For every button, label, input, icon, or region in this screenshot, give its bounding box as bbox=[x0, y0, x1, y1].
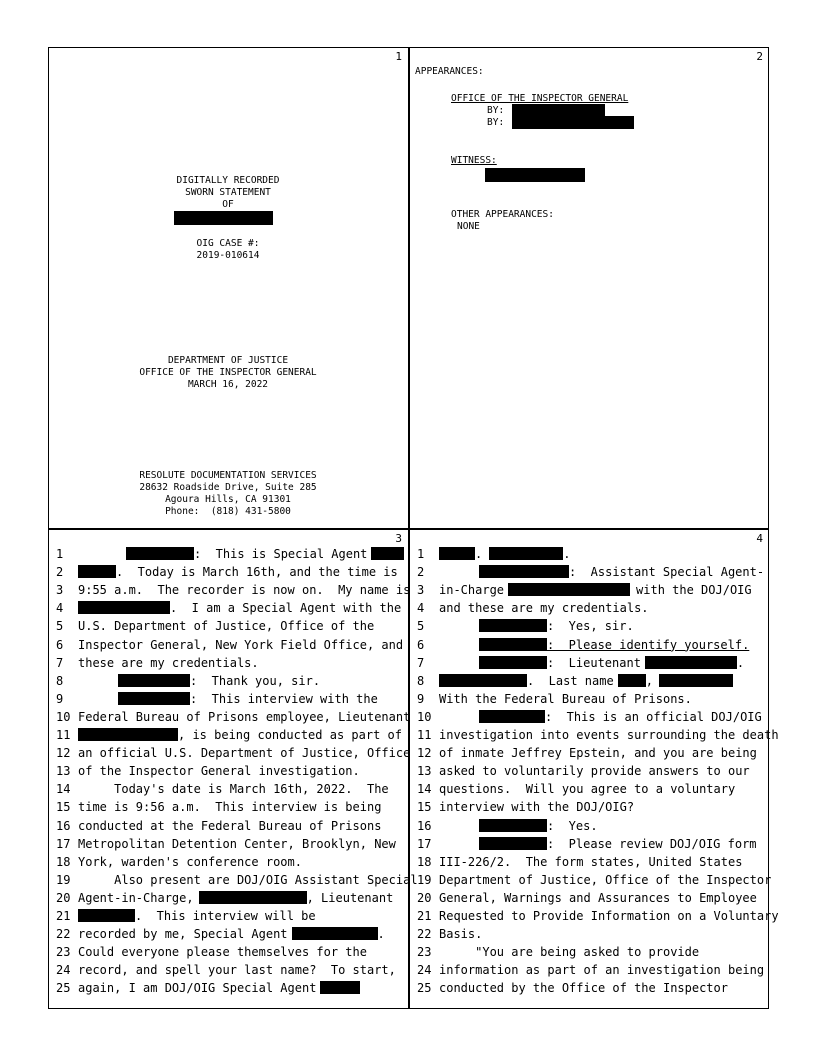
line-text: U.S. Department of Justice, Office of the bbox=[78, 619, 375, 634]
line-text: Today's date is March 16th, 2022. The bbox=[78, 782, 389, 797]
redaction-box bbox=[659, 674, 733, 687]
line-number: 21 bbox=[417, 909, 432, 923]
transcript-line bbox=[417, 981, 728, 996]
transcript-line bbox=[56, 710, 410, 725]
transcript-line bbox=[56, 764, 360, 779]
redaction-box bbox=[512, 116, 634, 129]
transcript-line bbox=[56, 565, 398, 580]
redaction-box bbox=[508, 583, 630, 596]
line-text: asked to voluntarily provide answers to our bbox=[439, 764, 750, 779]
redaction-box bbox=[78, 909, 135, 922]
line-text: 9:55 a.m. The recorder is now on. My name is bbox=[78, 583, 411, 598]
transcript-line bbox=[56, 619, 374, 634]
title-line: OF bbox=[222, 199, 234, 210]
line-text: : Yes. bbox=[547, 818, 598, 833]
line-text: conducted by the Office of the Inspector bbox=[439, 981, 728, 996]
page-number: 4 bbox=[756, 532, 763, 545]
line-text: "You are being asked to provide bbox=[439, 945, 700, 960]
redaction-box bbox=[78, 601, 170, 614]
redaction-box bbox=[479, 837, 547, 850]
redaction-box bbox=[78, 728, 178, 741]
line-text: these are my credentials. bbox=[78, 655, 259, 670]
line-text: , bbox=[645, 673, 653, 688]
line-text: again, I am DOJ/OIG Special Agent bbox=[78, 981, 317, 996]
transcript-line bbox=[417, 909, 779, 924]
transcript-line bbox=[417, 927, 482, 942]
transcript-line bbox=[417, 855, 742, 870]
transcript-line bbox=[417, 710, 762, 725]
by-label: BY: bbox=[487, 105, 505, 116]
line-text: . bbox=[736, 655, 745, 670]
transcript-line bbox=[417, 601, 649, 616]
line-text: Department of Justice, Office of the Inspector bbox=[439, 872, 772, 887]
line-number: 14 bbox=[417, 782, 432, 797]
line-text: . bbox=[475, 547, 483, 561]
line-text: of the Inspector General investigation. bbox=[78, 764, 360, 779]
transcript-line bbox=[56, 656, 259, 671]
line-text: in-Charge bbox=[439, 583, 505, 598]
line-text: Could everyone please themselves for the bbox=[78, 945, 367, 960]
reporter-line: RESOLUTE DOCUMENTATION SERVICES bbox=[139, 470, 317, 481]
reporter-line: Phone: (818) 431-5800 bbox=[165, 506, 291, 517]
title-line: SWORN STATEMENT bbox=[185, 187, 271, 198]
transcript-line bbox=[417, 619, 634, 634]
line-text: : Please identify yourself. bbox=[547, 637, 750, 652]
line-number: 22 bbox=[56, 927, 71, 942]
transcript-line bbox=[417, 565, 764, 580]
line-text: General, Warnings and Assurances to Employee bbox=[439, 890, 757, 905]
line-text: Inspector General, New York Field Office, and bbox=[78, 637, 404, 652]
line-number: 12 bbox=[417, 746, 432, 761]
line-number: 1 bbox=[56, 547, 64, 561]
transcript-line bbox=[56, 782, 389, 797]
redaction-box bbox=[479, 638, 547, 651]
line-number: 16 bbox=[56, 818, 71, 833]
redaction-box bbox=[618, 674, 646, 687]
redaction-box bbox=[78, 565, 116, 578]
transcript-line bbox=[417, 800, 634, 815]
line-text: : This interview with the bbox=[190, 691, 378, 706]
line-text: investigation into events surrounding the death bbox=[439, 728, 779, 742]
line-text: . Last name bbox=[527, 673, 614, 688]
transcript-line bbox=[417, 728, 779, 743]
transcript-line bbox=[56, 547, 404, 562]
line-text: : Thank you, sir. bbox=[190, 673, 321, 688]
transcript-line bbox=[417, 656, 744, 671]
transcript-line bbox=[56, 692, 378, 707]
transcript-line bbox=[56, 981, 360, 996]
line-text: questions. Will you agree to a voluntary bbox=[439, 782, 736, 797]
line-number: 14 bbox=[56, 782, 71, 797]
line-number: 5 bbox=[417, 619, 425, 634]
line-number: 21 bbox=[56, 909, 71, 923]
line-text: With the Federal Bureau of Prisons. bbox=[439, 691, 692, 706]
line-number: 4 bbox=[56, 601, 64, 616]
transcript-line bbox=[56, 728, 402, 743]
line-number: 6 bbox=[56, 637, 64, 652]
page-3 bbox=[48, 529, 418, 1009]
line-text: , Lieutenant bbox=[306, 890, 394, 905]
line-number: 22 bbox=[417, 927, 432, 942]
line-text: interview with the DOJ/OIG? bbox=[439, 800, 635, 815]
transcript-line bbox=[56, 873, 418, 888]
line-number: 5 bbox=[56, 619, 64, 634]
line-number: 1 bbox=[417, 547, 425, 561]
transcript-line bbox=[417, 837, 757, 852]
line-text: . Today is March 16th, and the time is bbox=[116, 565, 398, 580]
redaction-box bbox=[439, 674, 527, 687]
redaction-box bbox=[479, 819, 547, 832]
line-number: 2 bbox=[56, 565, 64, 580]
line-number: 17 bbox=[56, 836, 71, 851]
other-appearances-value: NONE bbox=[457, 221, 480, 232]
page-number: 1 bbox=[395, 50, 402, 63]
agency-line: DEPARTMENT OF JUSTICE bbox=[167, 355, 289, 366]
transcript-line bbox=[56, 945, 367, 960]
redaction-box bbox=[118, 692, 190, 705]
line-text: : This is Special Agent bbox=[194, 547, 368, 561]
page-1 bbox=[48, 47, 408, 528]
line-text: : Yes, sir. bbox=[547, 619, 634, 634]
transcript-line bbox=[56, 927, 385, 942]
witness-heading: WITNESS: bbox=[451, 155, 497, 166]
line-number: 23 bbox=[417, 945, 432, 960]
line-text: of inmate Jeffrey Epstein, and you are being bbox=[439, 746, 757, 761]
line-text: . This interview will be bbox=[135, 909, 316, 923]
transcript-line bbox=[417, 782, 735, 797]
reporter-line: Agoura Hills, CA 91301 bbox=[165, 494, 291, 505]
transcript-line bbox=[56, 909, 316, 924]
line-text: an official U.S. Department of Justice, Office bbox=[78, 746, 411, 761]
line-text: , is being conducted as part of bbox=[178, 728, 402, 742]
line-text: conducted at the Federal Bureau of Prisons bbox=[78, 818, 382, 833]
line-text: Basis. bbox=[439, 927, 483, 942]
redaction-box bbox=[479, 656, 547, 669]
redaction-box bbox=[118, 674, 190, 687]
line-number: 11 bbox=[56, 728, 71, 742]
line-text: : Assistant Special Agent- bbox=[569, 565, 765, 580]
line-number: 9 bbox=[56, 691, 64, 706]
line-number: 2 bbox=[417, 565, 425, 580]
line-number: 24 bbox=[56, 963, 71, 978]
line-number: 24 bbox=[417, 963, 432, 978]
line-number: 12 bbox=[56, 746, 71, 761]
line-text: information as part of an investigation being bbox=[439, 963, 765, 978]
line-number: 18 bbox=[417, 854, 432, 869]
line-number: 23 bbox=[56, 945, 71, 960]
redaction-box bbox=[485, 168, 585, 182]
line-number: 7 bbox=[56, 655, 64, 670]
line-number: 3 bbox=[56, 583, 64, 598]
line-text: : Lieutenant bbox=[547, 655, 641, 670]
transcript-line bbox=[56, 837, 396, 852]
transcript-line bbox=[417, 764, 750, 779]
transcript-line bbox=[56, 855, 302, 870]
transcript-line bbox=[56, 601, 401, 616]
transcript-line bbox=[417, 674, 733, 689]
redaction-box bbox=[292, 927, 378, 940]
line-number: 15 bbox=[56, 800, 71, 815]
page-4 bbox=[409, 529, 779, 1009]
transcript-line bbox=[56, 819, 381, 834]
page-2 bbox=[409, 47, 769, 528]
line-number: 6 bbox=[417, 637, 425, 652]
line-number: 19 bbox=[417, 872, 432, 887]
line-number: 7 bbox=[417, 655, 425, 670]
line-text: Federal Bureau of Prisons employee, Lieutenant bbox=[78, 709, 411, 724]
transcript-line bbox=[417, 873, 771, 888]
line-text: Requested to Provide Information on a Voluntary bbox=[439, 909, 779, 923]
redaction-box bbox=[479, 565, 569, 578]
by-label: BY: bbox=[487, 117, 505, 128]
line-text: Metropolitan Detention Center, Brooklyn, New bbox=[78, 836, 396, 851]
office-heading: OFFICE OF THE INSPECTOR GENERAL bbox=[451, 93, 629, 104]
line-text: . bbox=[377, 927, 385, 942]
line-number: 13 bbox=[56, 764, 71, 779]
redaction-box bbox=[439, 547, 475, 560]
line-text: York, warden's conference room. bbox=[78, 854, 302, 869]
line-text: . bbox=[563, 547, 571, 561]
appearances-heading: APPEARANCES: bbox=[415, 66, 484, 77]
redaction-box bbox=[199, 891, 307, 904]
agency-line: OFFICE OF THE INSPECTOR GENERAL bbox=[139, 367, 317, 378]
line-text: Also present are DOJ/OIG Assistant Special bbox=[78, 872, 418, 887]
transcript-line bbox=[56, 674, 320, 689]
line-text: with the DOJ/OIG bbox=[636, 583, 752, 598]
line-number: 10 bbox=[417, 709, 432, 724]
transcript-line bbox=[417, 638, 749, 653]
redaction-box bbox=[479, 619, 547, 632]
line-number: 20 bbox=[417, 890, 432, 905]
line-text: record, and spell your last name? To start, bbox=[78, 963, 396, 978]
line-text: and these are my credentials. bbox=[439, 601, 649, 616]
line-number: 19 bbox=[56, 872, 71, 887]
line-text: Agent-in-Charge, bbox=[78, 890, 194, 905]
other-appearances-heading: OTHER APPEARANCES: bbox=[451, 209, 554, 220]
transcript-line bbox=[417, 963, 764, 978]
transcript-line bbox=[417, 746, 757, 761]
line-number: 17 bbox=[417, 836, 432, 851]
redaction-box bbox=[174, 211, 273, 225]
line-text: : Please review DOJ/OIG form bbox=[547, 836, 757, 851]
transcript-line bbox=[56, 583, 410, 598]
redaction-box bbox=[126, 547, 194, 560]
line-number: 3 bbox=[417, 583, 425, 598]
line-number: 10 bbox=[56, 709, 71, 724]
redaction-box bbox=[320, 981, 360, 994]
transcript-line bbox=[417, 819, 598, 834]
line-number: 11 bbox=[417, 728, 432, 742]
line-number: 25 bbox=[417, 981, 432, 996]
page-number: 3 bbox=[395, 532, 402, 545]
line-text: : This is an official DOJ/OIG bbox=[545, 709, 762, 724]
agency-line: MARCH 16, 2022 bbox=[187, 379, 269, 390]
transcript-line bbox=[417, 945, 699, 960]
line-number: 8 bbox=[417, 673, 425, 688]
case-label: OIG CASE #: bbox=[196, 238, 260, 249]
line-number: 25 bbox=[56, 981, 71, 996]
line-text: III-226/2. The form states, United States bbox=[439, 854, 743, 869]
line-text: recorded by me, Special Agent bbox=[78, 927, 288, 942]
line-number: 13 bbox=[417, 764, 432, 779]
redaction-box bbox=[645, 656, 737, 669]
line-number: 16 bbox=[417, 818, 432, 833]
title-line: DIGITALLY RECORDED bbox=[176, 175, 280, 186]
transcript-line bbox=[56, 963, 396, 978]
line-number: 18 bbox=[56, 854, 71, 869]
line-number: 9 bbox=[417, 691, 425, 706]
reporter-line: 28632 Roadside Drive, Suite 285 bbox=[139, 482, 317, 493]
transcript-line bbox=[417, 891, 757, 906]
line-text: time is 9:56 a.m. This interview is being bbox=[78, 800, 382, 815]
transcript-line bbox=[56, 638, 403, 653]
transcript-line bbox=[56, 891, 393, 906]
transcript-line bbox=[56, 800, 381, 815]
line-text: . I am a Special Agent with the bbox=[170, 601, 402, 616]
redaction-box bbox=[489, 547, 563, 560]
line-number: 15 bbox=[417, 800, 432, 815]
transcript-line bbox=[417, 583, 752, 598]
line-number: 4 bbox=[417, 601, 425, 616]
page-number: 2 bbox=[756, 50, 763, 63]
transcript-line bbox=[56, 746, 410, 761]
transcript-line bbox=[417, 692, 692, 707]
line-number: 20 bbox=[56, 890, 71, 905]
line-number: 8 bbox=[56, 673, 64, 688]
case-number: 2019-010614 bbox=[196, 250, 260, 261]
redaction-box bbox=[479, 710, 545, 723]
transcript-line bbox=[417, 547, 570, 562]
redaction-box bbox=[371, 547, 404, 560]
